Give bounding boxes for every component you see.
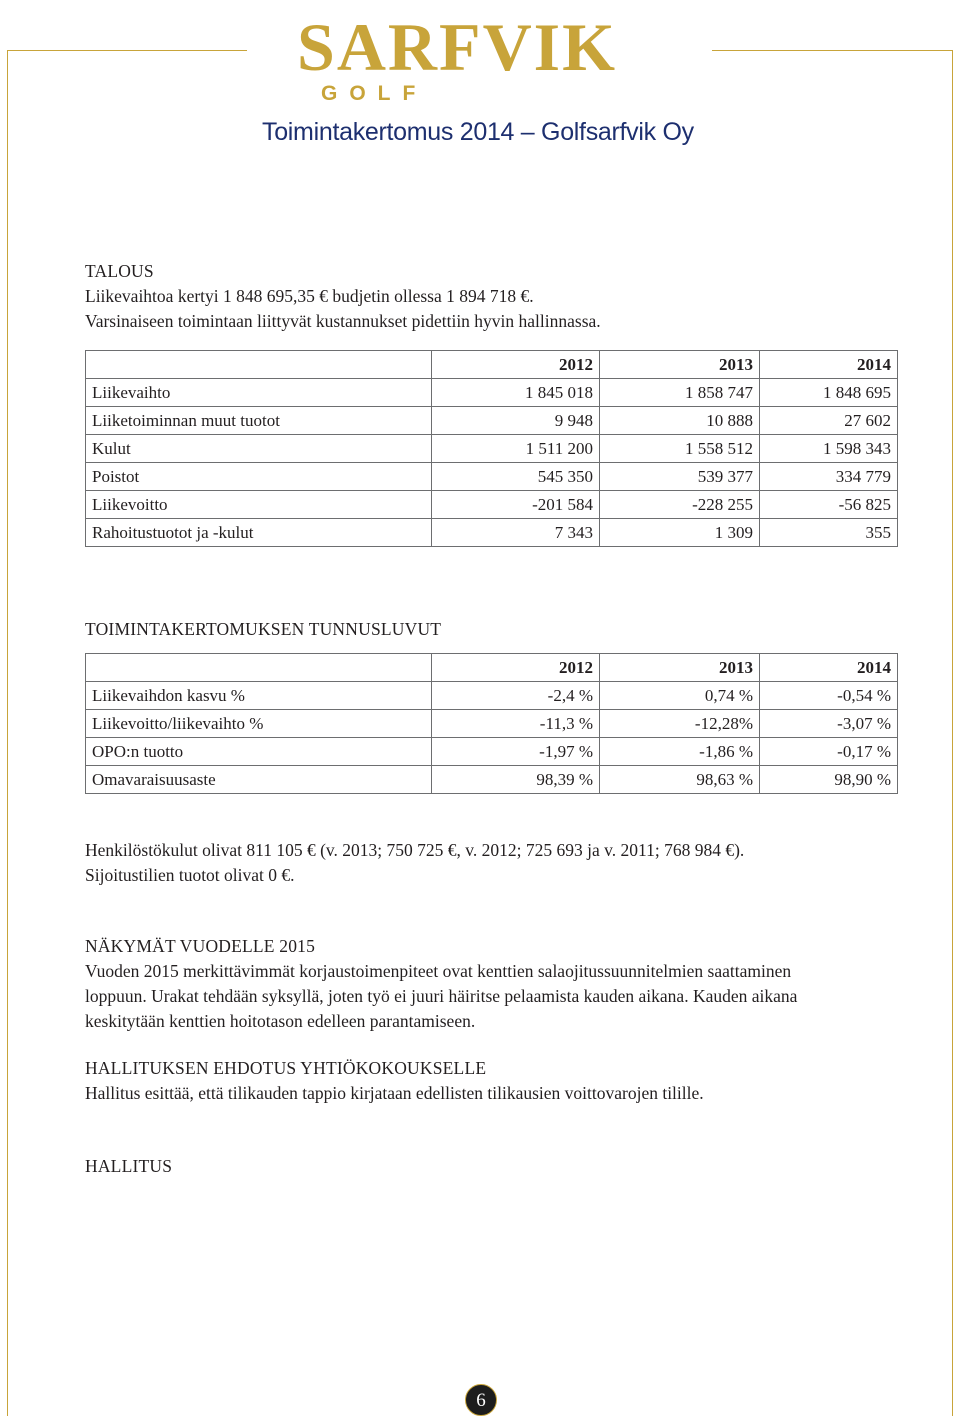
- cell-2014: -3,07 %: [760, 710, 898, 738]
- nakymat-line-2: loppuun. Urakat tehdään syksyllä, joten työ ei juuri häiritse pelaamista kauden aikana. Kauden aikana: [85, 986, 798, 1006]
- financial-table: [85, 350, 898, 547]
- table-header-row: [86, 351, 898, 379]
- cell-2012: -2,4 %: [432, 682, 600, 710]
- cell-2012: 9 948: [432, 407, 600, 435]
- cell-2013: -12,28%: [600, 710, 760, 738]
- logo-subtext: GOLF: [321, 82, 428, 102]
- cell-2012: -1,97 %: [432, 738, 600, 766]
- frame-right-border: [952, 50, 953, 1416]
- logo-wordmark: SARFVIK: [297, 9, 618, 85]
- row-label: Liikevoitto/liikevaihto %: [86, 710, 432, 738]
- ehdotus-section: [85, 1056, 704, 1106]
- row-label: Liiketoiminnan muut tuotot: [86, 407, 432, 435]
- cell-2012: 7 343: [432, 519, 600, 547]
- cell-2012: -11,3 %: [432, 710, 600, 738]
- sarfvik-golf-logo: [285, 2, 675, 102]
- cell-2013: 10 888: [600, 407, 760, 435]
- table-row: [86, 407, 898, 435]
- ehdotus-heading: HALLITUKSEN EHDOTUS YHTIÖKOKOUKSELLE: [85, 1058, 487, 1078]
- page-number: 6: [465, 1384, 497, 1416]
- talous-line-2: Varsinaiseen toimintaan liittyvät kustannukset pidettiin hyvin hallinnassa.: [85, 311, 601, 331]
- henkilosto-line-2: Sijoitustilien tuotot olivat 0 €.: [85, 865, 295, 885]
- cell-2012: 98,39 %: [432, 766, 600, 794]
- table-header-row: [86, 654, 898, 682]
- nakymat-line-1: Vuoden 2015 merkittävimmät korjaustoimenpiteet ovat kenttien salaojitussuunnitelmien saattaminen: [85, 961, 792, 981]
- table-row: [86, 682, 898, 710]
- table-header-cell: 2012: [432, 654, 600, 682]
- ehdotus-line-1: Hallitus esittää, että tilikauden tappio kirjataan edellisten tilikausien voittovarojen tilille.: [85, 1083, 704, 1103]
- cell-2013: 1 558 512: [600, 435, 760, 463]
- cell-2012: 1 511 200: [432, 435, 600, 463]
- row-label: Poistot: [86, 463, 432, 491]
- cell-2014: 1 848 695: [760, 379, 898, 407]
- cell-2013: 1 858 747: [600, 379, 760, 407]
- table-row: [86, 379, 898, 407]
- cell-2013: -1,86 %: [600, 738, 760, 766]
- row-label: Kulut: [86, 435, 432, 463]
- cell-2012: -201 584: [432, 491, 600, 519]
- cell-2014: 27 602: [760, 407, 898, 435]
- row-label: Liikevaihdon kasvu %: [86, 682, 432, 710]
- tunnusluvut-heading: TOIMINTAKERTOMUKSEN TUNNUSLUVUT: [85, 619, 442, 639]
- table-header-cell: 2013: [600, 654, 760, 682]
- cell-2014: 1 598 343: [760, 435, 898, 463]
- table-row: [86, 435, 898, 463]
- henkilosto-line-1: Henkilöstökulut olivat 811 105 € (v. 2013; 750 725 €, v. 2012; 725 693 ja v. 2011; 768 984 €).: [85, 840, 745, 860]
- table-header-cell: 2012: [432, 351, 600, 379]
- table-header-cell: [86, 351, 432, 379]
- cell-2013: 539 377: [600, 463, 760, 491]
- hallitus-heading: HALLITUS: [85, 1156, 173, 1176]
- cell-2013: 1 309: [600, 519, 760, 547]
- table-header-cell: [86, 654, 432, 682]
- henkilosto-section: [85, 838, 744, 888]
- row-label: OPO:n tuotto: [86, 738, 432, 766]
- cell-2014: -0,17 %: [760, 738, 898, 766]
- cell-2013: 98,63 %: [600, 766, 760, 794]
- frame-left-border: [7, 50, 8, 1416]
- table-row: [86, 710, 898, 738]
- document-title: Toimintakertomus 2014 – Golfsarfvik Oy: [262, 118, 694, 146]
- tunnusluvut-section: [85, 617, 441, 642]
- cell-2014: 98,90 %: [760, 766, 898, 794]
- cell-2013: -228 255: [600, 491, 760, 519]
- nakymat-section: [85, 934, 797, 1034]
- nakymat-line-3: keskitytään kenttien hoitotason edelleen parantamiseen.: [85, 1011, 476, 1031]
- hallitus-section: [85, 1154, 172, 1179]
- key-figures-table: [85, 653, 898, 794]
- talous-line-1: Liikevaihtoa kertyi 1 848 695,35 € budjetin ollessa 1 894 718 €.: [85, 286, 534, 306]
- cell-2014: 334 779: [760, 463, 898, 491]
- cell-2012: 545 350: [432, 463, 600, 491]
- cell-2014: -0,54 %: [760, 682, 898, 710]
- talous-section: [85, 259, 601, 334]
- row-label: Liikevaihto: [86, 379, 432, 407]
- table-header-cell: 2014: [760, 351, 898, 379]
- frame-top-left-border: [7, 50, 247, 51]
- cell-2014: -56 825: [760, 491, 898, 519]
- table-row: [86, 738, 898, 766]
- talous-heading: TALOUS: [85, 261, 154, 281]
- row-label: Omavaraisuusaste: [86, 766, 432, 794]
- table-header-cell: 2013: [600, 351, 760, 379]
- table-row: [86, 519, 898, 547]
- cell-2013: 0,74 %: [600, 682, 760, 710]
- table-header-cell: 2014: [760, 654, 898, 682]
- frame-top-right-border: [712, 50, 953, 51]
- table-row: [86, 766, 898, 794]
- table-row: [86, 491, 898, 519]
- cell-2014: 355: [760, 519, 898, 547]
- cell-2012: 1 845 018: [432, 379, 600, 407]
- row-label: Liikevoitto: [86, 491, 432, 519]
- row-label: Rahoitustuotot ja -kulut: [86, 519, 432, 547]
- table-row: [86, 463, 898, 491]
- nakymat-heading: NÄKYMÄT VUODELLE 2015: [85, 936, 316, 956]
